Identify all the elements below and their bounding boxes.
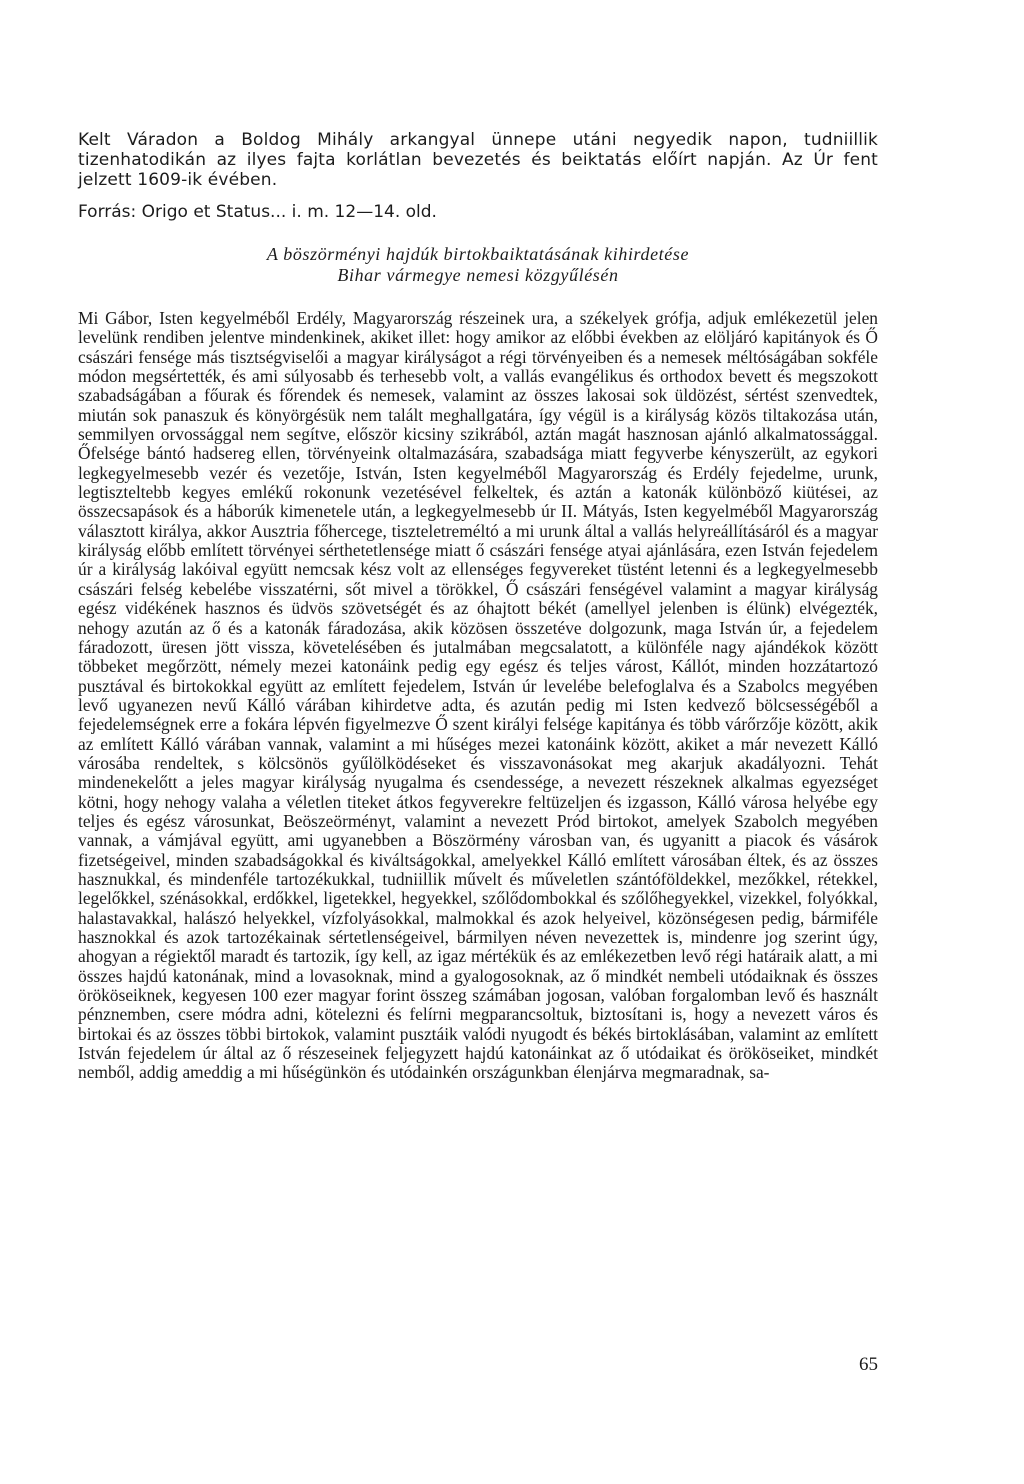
body-paragraph: Mi Gábor, Isten kegyelméből Erdély, Magyarország részeinek ura, a székelyek grófja, adjuk emlékezetül jelen levelünk rendiben jelentve mindenkinek, akiket illet: hogy amikor az előbbi években az elöljáró kapitányok és Ő császári fensége más tisztségviselői a magyar királyságot a régi törvényeiben és a nemesek méltóságában sokféle módon megsértették, és ami súlyosabb és terhesebb volt, a vallás evangélikus és orthodox bevett és megszokott szabadságában a főurak és főrendek és nemesek, valamint az összes lakosai sok üldözést, sértést szenvedtek, miután sok panaszuk és könyörgésük nem talált meghallgatára, így végül is a királyság közös tiltakozása után, semmilyen orvossággal nem segítve, először kicsiny szikrából, aztán magát hasznosan ajánló alkalmatossággal. Őfelsége bántó hadsereg ellen, törvényeink oltalmazására, szabadsága miatt fegyverbe kényszerült, az egykori legkegyelmesebb vezér és vezetője, István, Isten kegyelméből Magyarország és Erdély fejedelme, urunk, legtiszteltebb kegyes emlékű rokonunk vezetésével felkeltek, és aztán a katonák különböző kiütései, az összecsapások és a háborúk kimenetele után, a legkegyelmesebb úr II. Mátyás, Isten kegyelméből Magyarország választott királya, akkor Ausztria főhercege, tiszteletreméltó a mi urunk által a vallás helyreállításáról és a magyar királyság előbb említett törvényei sérthetetlensége miatt ő császári fensége atyai ajánlására, ezen István fejedelem úr a királyság lakóival együtt nemcsak kész volt az ellenséges fegyvereket tüstént letenni és a legkegyelmesebb császári felség kebelébe visszatérni, sőt mivel a törökkel, Ő császári fenségével valamint a magyar királyság egész vidékének hasznos és üdvös szövetségét és az óhajtott békét (amellyel jelenben is élünk) elvégezték, nehogy azután az ő és a katonák fáradozása, akik közösen összetéve dolgozunk, maga István úr, a fejedelem fáradozott, üresen jött vissza, követelésében és jutalmában megcsalatott, a különféle nagy ajándékok között többeket megőrzött, némely mezei katonáink pedig egy egész és teljes várost, Kállót, minden hozzátartozó pusztával és birtokokkal együtt az említett fejedelem, István úr levelébe belefoglalva és a Szabolcs megyében levő ugyanezen nevű Kálló várában kihirdetve adta, és azután pedig mi Isten kedvező bölcsességéből a fejedelemségnek erre a fokára lépvén figyelmezve Ő szent királyi felsége kapitánya és több várőrzője között, akik az említett Kálló várában vannak, valamint a mi hűséges mezei katonáink között, akiket a már nevezett Kálló városába rendeltek, s kölcsönös gyűlölködéseket és visszavonásokat meg akarjuk akadályozni. Tehát mindenekelőtt a jeles magyar királyság nyugalma és csendessége, a nevezett részeknek alkalmas egyezséget kötni, hogy nehogy valaha a véletlen titeket átkos fegyverekre feltüzeljen és izgasson, Kálló városa helyébe egy teljes és egész városunkat, Beöszeörményt, valamint a nevezett Pród birtokot, amelyek Szabolch megyében vannak, a vámjával együtt, ami ugyanebben a Böszörmény városban van, és ugyanitt a piacok és vásárok fizetségeivel, minden szabadságokkal és kiváltságokkal, amelyekkel Kálló említett városában éltek, és az összes hasznukkal, és mindenféle tartozékukkal, tudniillik művelt és műveletlen szántóföldekkel, mezőkkel, rétekkel, legelőkkel, szénásokkal, erdőkkel, ligetekkel, hegyekkel, szőlődombokkal és szőlőhegyekkel, vizekkel, folyókkal, halastavakkal, halászó helyekkel, vízfolyásokkal, malmokkal és azok helyeivel, közönségesen pedig, bármiféle hasznokkal és azok tartozékainak sértetlenségeivel, bármilyen néven nevezettek is, mindenre jog szerint úgy, ahogyan a régiektől maradt és tartozik, így kell, az igaz mértékük és az emlékezetben levő régi határaik alatt, a mi összes hajdú katonának, mind a lovasoknak, mind a gyalogosoknak, az ő mindkét nembeli utódaiknak és összes örököseiknek, kegyesen 100 ezer magyar forint összeg számában jogosan, valóban forgalomban levő és használt pénznemben, csere módra adni, kötelezni és felírni megparancsoltuk, biztosítani is, hogy a nevezett város és birtokai és az összes többi birtokok, valamint pusztáik valódi nyugodt és békés birtoklásában, valamint az említett István fejedelem úr által az ő részeseinek feljegyzett hajdú katonáinkat az ő utódaikat és örököseiket, mindkét nemből, addig ameddig a mi hűségünkön és utódainkén országunkban élenjárva megmaradnak, sa- (78, 308, 878, 1083)
source-citation: Forrás: Origo et Status... i. m. 12—14. old. (78, 202, 437, 222)
section-title: A böszörményi hajdúk birtokbaiktatásának kihirdetése (266, 244, 690, 264)
page-number: 65 (859, 1354, 878, 1375)
section-subtitle: Bihar vármegye nemesi közgyűlésén (337, 265, 619, 285)
intro-paragraph: Kelt Váradon a Boldog Mihály arkangyal ünnepe utáni negyedik napon, tudniillik tizenhatodikán az ilyes fajta korlátlan bevezetés és beiktatás előírt napján. Az Úr fent jelzett 1609-ik évében. (78, 130, 878, 190)
